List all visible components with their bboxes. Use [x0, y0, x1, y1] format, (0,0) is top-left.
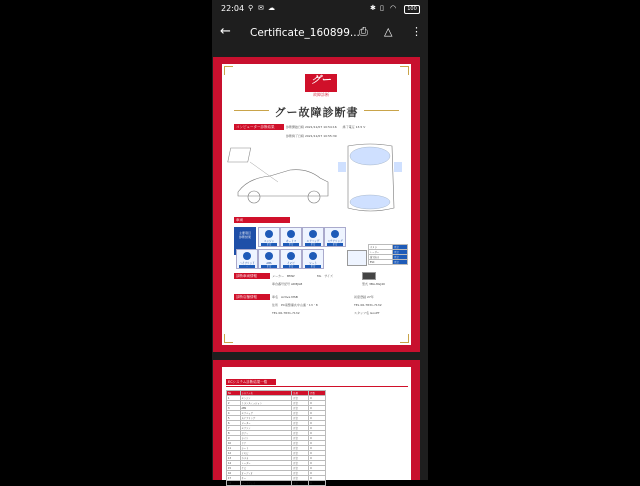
ornament-corner — [224, 66, 233, 75]
certificate-sheet-2 — [222, 367, 411, 485]
vibrate-icon: ▯ — [380, 4, 384, 12]
immobilizer-tile: イモビ 正常 — [280, 249, 302, 269]
ornament-corner — [224, 334, 233, 343]
notification-icon: ✉ — [258, 4, 264, 12]
battery-icon: 100 — [404, 5, 420, 14]
steering-tile: ステアリング 正常 — [324, 227, 346, 247]
drive-upload-icon[interactable]: △ — [384, 25, 393, 38]
pdf-page-2[interactable] — [213, 360, 420, 485]
system-status-table: カメラ 正常 レーダー 正常 衝突防止 正常 ESC 正常 — [368, 244, 408, 265]
bluetooth-icon: ✱ — [370, 4, 376, 12]
cloud-icon: ☁ — [268, 4, 275, 12]
section-ec-system: ECシステム診断結果一覧 — [226, 379, 276, 385]
section-computer-diagnosis: コンピューター診断結果 — [234, 124, 284, 130]
status-bar — [212, 0, 428, 18]
title-rule-right — [364, 110, 399, 111]
section-vehicle-info: 診断車両情報 — [234, 273, 270, 279]
section-shop-info: 診断店舗情報 — [234, 294, 270, 300]
abs-tile: ABS 正常 — [258, 249, 280, 269]
location-icon: ⚲ — [248, 4, 254, 12]
main-equipment-tile: 主要項目 診断結果 — [234, 227, 256, 255]
document-search-icon[interactable]: ⎙ — [359, 25, 368, 38]
engine-tile: エンジン 正常 — [258, 227, 280, 247]
arrow-left-icon[interactable]: ← — [220, 24, 231, 39]
at-tile: オートマ 正常 — [280, 227, 302, 247]
vehicle-diagram — [230, 142, 400, 214]
ornament-corner — [400, 334, 409, 343]
status-time: 22:04 — [221, 4, 245, 13]
certificate-sheet: グー 故障診断 グー故障診断書 コンピューター診断結果 診断開始日時 2021/11/07 10:54:16 終了電圧 13.5 V 診断終了日時 2021/11/07 10:55:39 車両 主要項目 診断結果 エンジン 正常 オートマ 正常 エアバッグ 正常 ステアリング 正常 ハイブリッド - ABS 正常 イモビ 正常 シート 正常 カメラ 正常 レーダー 正常 衝突防止 正常 ESC 正常 診断車両情報 メーカー BMW ML サイズ 車台番号記号 AD8JG8 型式 3BA-8GJ40 診断店舗情報 車名 Active MSB 住所 PC南整備丸中山連・13・8 TEL 06-7831-7132 初度登録 27年 TEL 06-7831-7132 スタッフ名 GooPT — [222, 64, 411, 345]
car-mini-icon — [347, 250, 367, 266]
ec-result-table: No システム名 結果 件数 1 エンジン 正常 0 2 トランスミッション 正常 0 3 ABS 正常 0 4 エアバッグ 正常 0 5 ステアリング 正常 0 6 メーター 正常 0 7 エアコン 正常 0 8 ボディ 正常 0 9 ライト 正常 0 10 ドア 正常 0 11 シート 正常 0 12 イモビ 正常 0 13 カメラ 正常 0 14 レーダー 正常 0 15 ナビ 正常 0 16 オーディオ 正常 0 17 キー 正常 0 18 ゲートウェイ 正常 0 — [226, 390, 326, 486]
wifi-icon: ◠ — [390, 4, 397, 12]
section-equipment: 車両 — [234, 217, 290, 223]
document-title: Certificate_160899... — [250, 27, 360, 39]
pdf-page-1[interactable] — [213, 57, 420, 352]
app-bar — [212, 18, 428, 48]
certificate-title: グー故障診断書 — [274, 106, 359, 119]
logo-subtitle: 故障診断 — [313, 92, 329, 97]
more-vert-icon[interactable]: ⋮ — [411, 25, 422, 38]
airbag-tile: エアバッグ 正常 — [302, 227, 324, 247]
hybrid-tile: ハイブリッド - — [236, 249, 258, 269]
goo-logo: グー — [305, 74, 337, 92]
phone-screen — [212, 0, 428, 485]
ornament-corner — [400, 66, 409, 75]
page2-rule — [226, 386, 408, 387]
seat-tile: シート 正常 — [302, 249, 324, 269]
redacted-block — [362, 272, 376, 280]
